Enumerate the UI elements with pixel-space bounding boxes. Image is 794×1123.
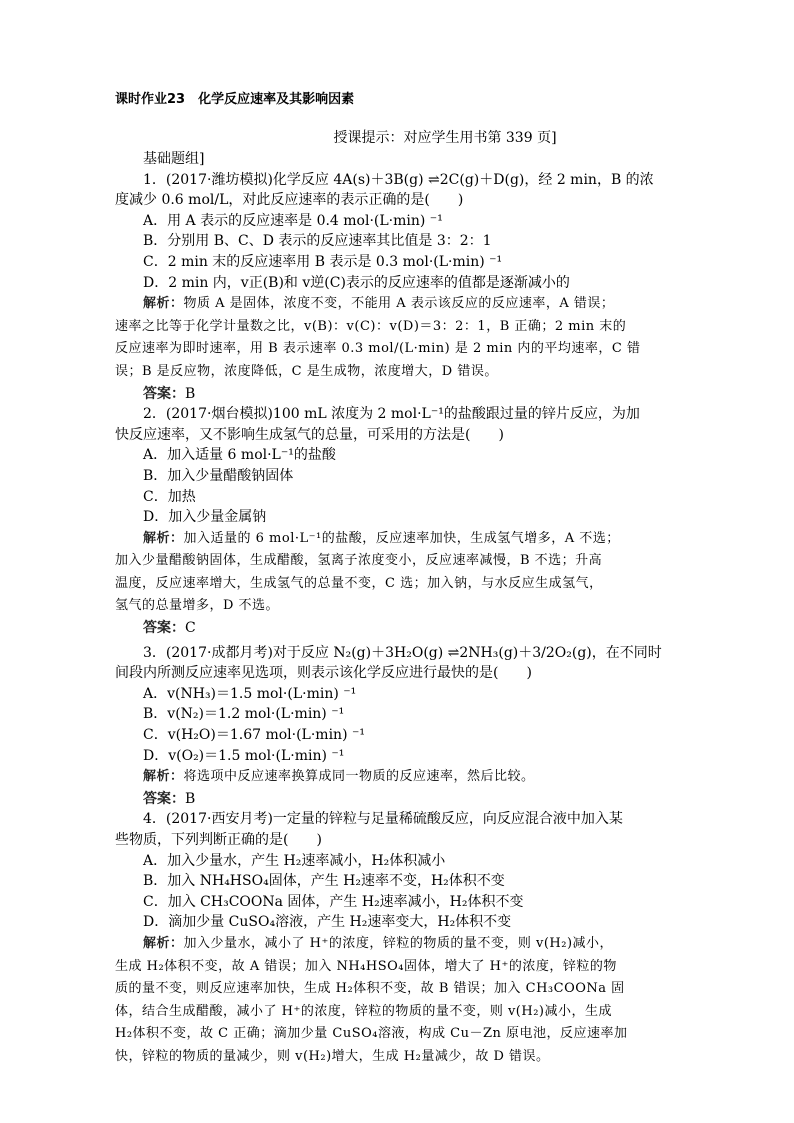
analysis-line [115,528,685,551]
analysis-text: 质的量不变，则反应速率加快，生成 H₂体积不变，故 B 错误；加入 CH₃COONa 固 [115,981,625,997]
analysis-text: 速率之比等于化学计量数之比，v(B)：v(C)：v(D)＝3：2：1，B 正确；2 min 末的 [115,318,627,334]
answer-option: C．2 min 末的反应速率用 B 表示是 0.3 mol·(L·min) ⁻¹ [143,253,503,270]
question-stem-line: 4．(2017·西安月考)一定量的锌粒与足量稀硫酸反应，向反应混合液中加入某 [143,811,623,828]
analysis-line [115,338,685,361]
answer-option: D．加入少量金属钠 [143,509,267,526]
answer-option: C．加入 CH₃COONa 固体，产生 H₂速率减小，H₂体积不变 [143,893,524,910]
analysis-line [115,316,685,339]
analysis-line [115,766,685,789]
analysis-line [115,573,685,596]
answer-value: C [185,620,196,637]
analysis-text: 快，锌粒的物质的量减少，则 v(H₂)增大，生成 H₂量减少，故 D 错误。 [115,1048,550,1064]
analysis-label: 解析： [143,530,184,546]
question-block [115,404,685,639]
answer-option: A．v(NH₃)＝1.5 mol·(L·min) ⁻¹ [143,685,357,702]
analysis-text: 加入少量水，减小了 H⁺的浓度，锌粒的物质的量不变，则 v(H₂)减小， [183,935,614,951]
question-block [115,170,685,405]
analysis-line [115,361,685,384]
answer-option: B．v(N₂)＝1.2 mol·(L·min) ⁻¹ [143,706,345,723]
analysis-line [115,1023,685,1046]
question-block [115,639,685,810]
answer-value: B [185,385,196,402]
analysis-text: 温度，反应速率增大，生成氢气的总量不变，C 选；加入钠，与水反应生成氢气， [115,575,603,591]
analysis-line [115,1001,685,1024]
answer-option: A．加入适量 6 mol·L⁻¹的盐酸 [143,447,336,464]
question-stem-line: 1．(2017·潍坊模拟)化学反应 4A(s)＋3B(g) ⇌2C(g)＋D(g)，经 2 min，B 的浓 [143,171,654,188]
analysis-line [115,293,685,316]
answer-value: B [185,790,196,807]
page-title: 课时作业23 化学反应速率及其影响因素 [115,92,355,107]
answer-option: C．加热 [143,488,196,505]
answer-option: D．滴加少量 CuSO₄溶液，产生 H₂速率变大，H₂体积不变 [143,914,512,931]
question-list [115,170,685,1069]
question-stem-line: 度减少 0.6 mol/L，对此反应速率的表示正确的是( ) [115,192,464,209]
analysis-text: H₂体积不变，故 C 正确；滴加少量 CuSO₄溶液，构成 Cu－Zn 原电池，反应速率加 [115,1026,628,1042]
question-stem-line: 快反应速率，又不影响生成氢气的总量，可采用的方法是( ) [115,426,504,443]
document-page [115,88,685,1069]
question-stem-line: 些物质，下列判断正确的是( ) [115,832,322,848]
analysis-text: 加入少量醋酸钠固体，生成醋酸，氢离子浓度变小，反应速率减慢，B 不选；升高 [115,553,603,569]
analysis-text: 体，结合生成醋酸，减小了 H⁺的浓度，锌粒的物质的量不变，则 v(H₂)减小，生成 [115,1003,612,1019]
analysis-text: 加入适量的 6 mol·L⁻¹的盐酸，反应速率加快，生成氢气增多，A 不选； [183,530,620,546]
answer-line [115,789,685,810]
question-stem-line: 3．(2017·成都月考)对于反应 N₂(g)＋3H₂O(g) ⇌2NH₃(g)＋3/2O₂(g)，在不同时 [143,644,662,661]
answer-label: 答案： [143,385,185,402]
analysis-text: 将选项中反应速率换算成同一物质的反应速率，然后比较。 [183,769,535,785]
answer-option: A．用 A 表示的反应速率是 0.4 mol·(L·min) ⁻¹ [143,212,443,229]
analysis-line [115,933,685,956]
answer-option: B．加入 NH₄HSO₄固体，产生 H₂速率不变，H₂体积不变 [143,873,505,890]
analysis-line [115,550,685,573]
analysis-text: 物质 A 是固体，浓度不变，不能用 A 表示该反应的反应速率，A 错误； [183,296,615,312]
answer-option: D．2 min 内，v正(B)和 v逆(C)表示的反应速率的值都是逐渐减小的 [143,274,570,291]
analysis-line [115,1046,685,1069]
answer-option: D．v(O₂)＝1.5 mol·(L·min) ⁻¹ [143,747,345,764]
answer-label: 答案： [143,620,185,637]
answer-option: B．分别用 B、C、D 表示的反应速率其比值是 3：2：1 [143,233,492,250]
answer-option: A．加入少量水，产生 H₂速率减小，H₂体积减小 [143,852,446,869]
question-block [115,809,685,1068]
analysis-text: 误；B 是反应物，浓度降低，C 是生成物，浓度增大，D 错误。 [115,363,498,379]
analysis-text: 反应速率为即时速率，用 B 表示速率 0.3 mol/(L·min) 是 2 min 内的平均速率，C 错 [115,341,641,357]
section-label: 基础题组] [143,151,205,167]
answer-line [115,384,685,405]
analysis-label: 解析： [143,769,184,785]
analysis-line [115,595,685,618]
textbook-hint: 授课提示：对应学生用书第 339 页] [333,130,557,146]
analysis-text: 氢气的总量增多，D 不选。 [115,598,280,614]
answer-option: C．v(H₂O)＝1.67 mol·(L·min) ⁻¹ [143,727,365,744]
analysis-label: 解析： [143,296,184,312]
analysis-line [115,978,685,1001]
answer-label: 答案： [143,790,185,807]
answer-line [115,618,685,639]
question-stem-line: 2．(2017·烟台模拟)100 mL 浓度为 2 mol·L⁻¹的盐酸跟过量的锌片反应，为加 [143,406,640,423]
analysis-label: 解析： [143,935,184,951]
analysis-line [115,956,685,979]
answer-option: B．加入少量醋酸钠固体 [143,467,294,484]
analysis-text: 生成 H₂体积不变，故 A 错误；加入 NH₄HSO₄固体，增大了 H⁺的浓度，锌粒的物 [115,958,617,974]
question-stem-line: 间段内所测反应速率见选项，则表示该化学反应进行最快的是( ) [115,665,532,682]
